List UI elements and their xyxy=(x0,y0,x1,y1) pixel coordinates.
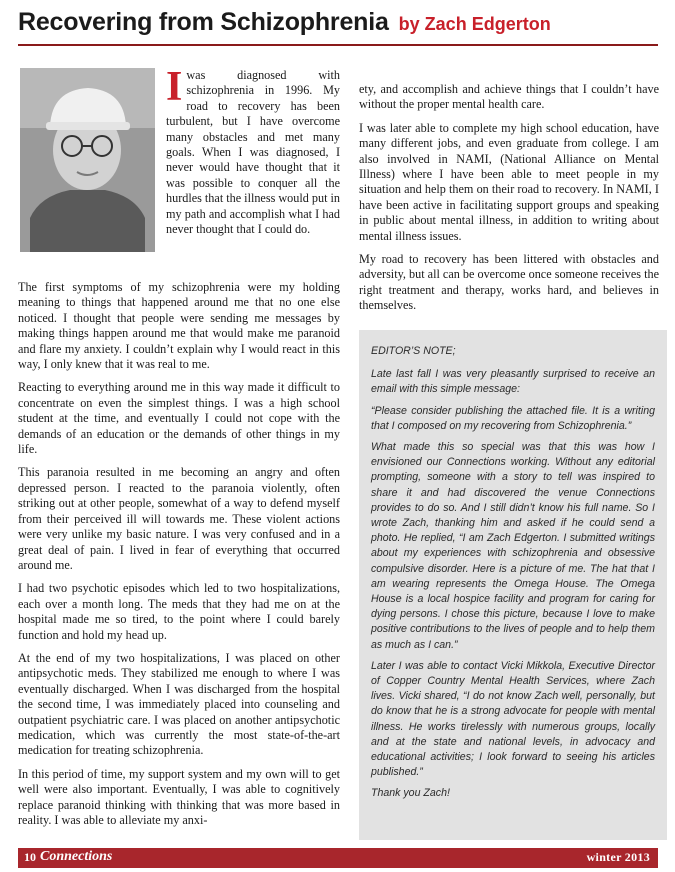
lede-text: was diagnosed with schizophrenia in 1996. My road to recovery has been turbulent, but I have overcome many obstacles and met many goals. When I was diagnosed, I never would have thought that it was possible to conquer all the hurdles that the illness would put in my path and accomplish what I had never thought that I could do. xyxy=(166,68,340,237)
author-photo-image xyxy=(20,68,155,252)
body-paragraph: Reacting to everything around me in this way made it difficult to concentrate on even the simplest things. I was a high school student at the time, and eventually I could not cope with the demands of an education or the demands of other things in my life. xyxy=(18,380,340,457)
editor-note-paragraph: “Please consider publishing the attached file. It is a writing that I composed on my recovering from Schizophrenia.” xyxy=(371,404,655,432)
issue-label: winter 2013 xyxy=(586,850,650,864)
body-paragraph: I had two psychotic episodes which led to two hospitalizations, each over a month long. The meds that they had me on at the hospital made me so tired, to the point where I could barely function and hold my head up. xyxy=(18,581,340,642)
editor-note-paragraph: What made this so special was that this was how I envisioned our Connections working. Without any editorial prompting, someone with a story to tell was inspired to share it and had discovered the venue Connections provides to do so. And I still didn’t know his full name. So I wrote Zach, thanking him and asked if he could send a photo. He replied, “I am Zach Edgerton. I submitted writings about my experiences with schizophrenia and obsessive compulsive disorder. Here is a picture of me. The hat that I am wearing represents the Omega House. The Omega House is a local hospice facility and program for caring for dying persons. I chose this picture, because I love to make positive contributions to the lives of people and to help them as much as I can.” xyxy=(371,441,655,651)
body-paragraph: ety, and accomplish and achieve things that I couldn’t have without the proper mental health care. xyxy=(359,82,659,112)
body-paragraph: At the end of my two hospitalizations, I was placed on other antipsychotic meds. They stabilized me enough to where I was eventually discharged. When I was discharged from the hospital the second time, I was immediately placed into counseling and outpatient psychiatric care. I was placed on another antipsychotic medication, which was currently the most state-of-the-art medication for treating schizophrenia. xyxy=(18,650,340,758)
article-title: Recovering from Schizophrenia xyxy=(18,8,389,36)
page-footer xyxy=(18,848,658,868)
body-column-2 xyxy=(359,82,659,322)
body-paragraph: I was later able to complete my high school education, have many different jobs, and even graduate from college. I am also involved in NAMI, (National Alliance on Mental Illness) where I have been able to meet people in my situation and help them on their road to recovery. In NAMI, I have been active in facilitating support groups and speaking in public about mental illness, in addition to writing about mental illness issues. xyxy=(359,120,659,243)
body-column-1 xyxy=(18,280,340,836)
lede-paragraph xyxy=(166,64,340,237)
editor-note-paragraph: Late last fall I was very pleasantly surprised to receive an email with this simple message: xyxy=(371,368,655,396)
editor-note-paragraph: Thank you Zach! xyxy=(371,787,450,800)
publication-logo: Connections xyxy=(40,849,113,864)
body-paragraph: In this period of time, my support system and my own will to get well were also important. Eventually, I was able to cognitively replace paranoid thinking with thinking that was more based in reality. I was able to alleviate my anxi- xyxy=(18,766,340,827)
drop-cap: I xyxy=(166,64,183,110)
body-paragraph: This paranoia resulted in me becoming an angry and often depressed person. I reacted to the paranoia violently, often striking out at other people, somewhat of a way to defend myself from their perceived ill will towards me. These violent actions were very unlike my basic nature. I was very confused and in a great deal of pain. I lived in fear of everything that occurred around me. xyxy=(18,465,340,572)
body-paragraph: The first symptoms of my schizophrenia were my holding meaning to things that happened around me that no one else noticed. I thought that people were sending me messages by making things happen around me that would make me paranoid and flare my anxiety. I couldn’t explain why I would react in this way, I only knew that it was real to me. xyxy=(18,280,340,372)
body-paragraph: My road to recovery has been littered with obstacles and adversity, but all can be overcome once someone receives the right treatment and therapy, works hard, and believes in themselves. xyxy=(359,252,659,313)
editor-note-paragraph: Later I was able to contact Vicki Mikkola, Executive Director of Copper Country Mental Health Services, where Zach lives. Vicki shared, “I do not know Zach well, personally, but do know that he is a strong advocate for people with mental illness. He works tirelessly with numerous groups, locally and at the state and national levels, in advocacy and educational activities; I look forward to seeing his articles published.” xyxy=(371,659,655,779)
editor-note-box xyxy=(359,330,667,840)
author-photo xyxy=(20,68,155,252)
article-byline: by Zach Edgerton xyxy=(398,14,551,34)
editor-note-heading: EDITOR’S NOTE; xyxy=(371,345,456,357)
header-rule xyxy=(18,44,658,46)
page-number: 10 xyxy=(24,850,36,864)
article-header xyxy=(18,8,658,42)
